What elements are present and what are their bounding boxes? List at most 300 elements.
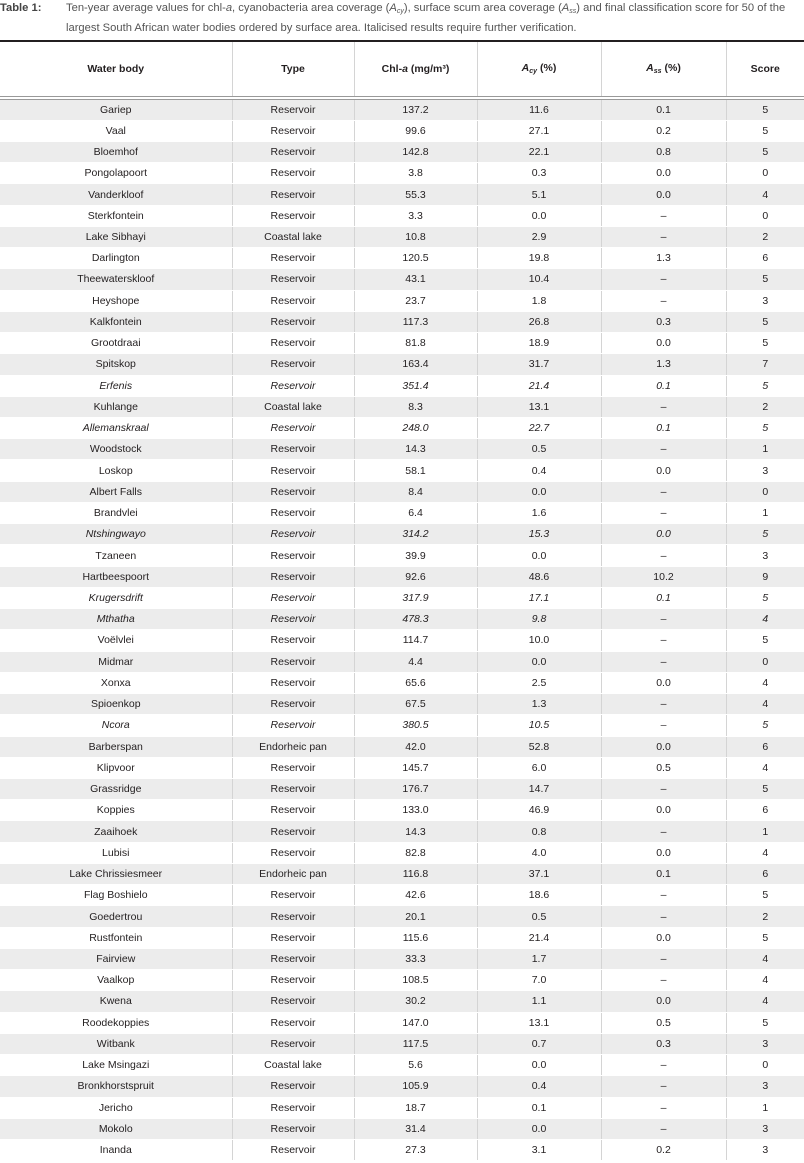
cell-score: 5 xyxy=(726,99,804,120)
cell-chl-a: 147.0 xyxy=(354,1012,477,1033)
cell-chl-a: 116.8 xyxy=(354,863,477,884)
cell-type: Reservoir xyxy=(232,821,354,842)
table-row xyxy=(0,885,804,906)
header-score: Score xyxy=(726,41,804,96)
table-row xyxy=(0,587,804,608)
cell-acy: 0.0 xyxy=(477,545,601,566)
cell-score: 5 xyxy=(726,587,804,608)
cell-type: Reservoir xyxy=(232,970,354,991)
cell-acy: 1.1 xyxy=(477,991,601,1012)
cell-score: 5 xyxy=(726,141,804,162)
cell-acy: 0.0 xyxy=(477,205,601,226)
cell-chl-a: 6.4 xyxy=(354,502,477,523)
cell-water-body: Pongolapoort xyxy=(0,163,232,184)
cell-water-body: Lubisi xyxy=(0,842,232,863)
table-row xyxy=(0,354,804,375)
cell-type: Reservoir xyxy=(232,1118,354,1139)
cell-water-body: Vanderkloof xyxy=(0,184,232,205)
table-row xyxy=(0,545,804,566)
cell-acy: 2.9 xyxy=(477,226,601,247)
table-row xyxy=(0,800,804,821)
table-row xyxy=(0,1012,804,1033)
cell-water-body: Zaaihoek xyxy=(0,821,232,842)
cell-water-body: Kwena xyxy=(0,991,232,1012)
cell-type: Reservoir xyxy=(232,991,354,1012)
cell-acy: 13.1 xyxy=(477,1012,601,1033)
cell-acy: 22.7 xyxy=(477,418,601,439)
table-row xyxy=(0,120,804,141)
cell-acy: 15.3 xyxy=(477,524,601,545)
cell-acy: 10.0 xyxy=(477,630,601,651)
cell-type: Reservoir xyxy=(232,545,354,566)
cell-water-body: Grootdraai xyxy=(0,333,232,354)
cell-water-body: Woodstock xyxy=(0,439,232,460)
cell-ass: 0.0 xyxy=(601,184,726,205)
table-row xyxy=(0,630,804,651)
cell-acy: 21.4 xyxy=(477,927,601,948)
cell-water-body: Hartbeespoort xyxy=(0,566,232,587)
table-row xyxy=(0,609,804,630)
cell-score: 1 xyxy=(726,821,804,842)
table-row xyxy=(0,970,804,991)
cell-chl-a: 117.5 xyxy=(354,1033,477,1054)
cell-score: 1 xyxy=(726,502,804,523)
cell-ass: 0.1 xyxy=(601,99,726,120)
cell-chl-a: 145.7 xyxy=(354,757,477,778)
table-row xyxy=(0,736,804,757)
table-row xyxy=(0,694,804,715)
cell-water-body: Heyshope xyxy=(0,290,232,311)
table-row xyxy=(0,779,804,800)
cell-score: 4 xyxy=(726,694,804,715)
header-type: Type xyxy=(232,41,354,96)
table-row xyxy=(0,715,804,736)
cell-water-body: Fairview xyxy=(0,948,232,969)
table-row xyxy=(0,333,804,354)
cell-ass: 0.1 xyxy=(601,587,726,608)
cell-score: 3 xyxy=(726,1033,804,1054)
cell-acy: 26.8 xyxy=(477,311,601,332)
cell-ass: 0.0 xyxy=(601,333,726,354)
cell-type: Reservoir xyxy=(232,609,354,630)
table-row xyxy=(0,460,804,481)
cell-ass: – xyxy=(601,970,726,991)
cell-ass: 0.8 xyxy=(601,141,726,162)
cell-ass: – xyxy=(601,502,726,523)
cell-score: 1 xyxy=(726,1097,804,1118)
cell-type: Reservoir xyxy=(232,757,354,778)
cell-chl-a: 3.3 xyxy=(354,205,477,226)
cell-acy: 14.7 xyxy=(477,779,601,800)
table-row xyxy=(0,948,804,969)
cell-ass: – xyxy=(601,694,726,715)
cell-ass: – xyxy=(601,226,726,247)
cell-type: Reservoir xyxy=(232,141,354,162)
table-body xyxy=(0,96,804,1161)
cell-type: Reservoir xyxy=(232,1076,354,1097)
cell-ass: – xyxy=(601,290,726,311)
cell-water-body: Kalkfontein xyxy=(0,311,232,332)
cell-water-body: Roodekoppies xyxy=(0,1012,232,1033)
cell-chl-a: 117.3 xyxy=(354,311,477,332)
header-chl-a-part: a xyxy=(402,62,408,75)
cell-chl-a: 105.9 xyxy=(354,1076,477,1097)
cell-ass: – xyxy=(601,630,726,651)
cell-type: Reservoir xyxy=(232,1012,354,1033)
cell-acy: 0.0 xyxy=(477,651,601,672)
cell-acy: 0.0 xyxy=(477,1055,601,1076)
cell-score: 0 xyxy=(726,1055,804,1076)
cell-chl-a: 114.7 xyxy=(354,630,477,651)
cell-score: 3 xyxy=(726,1118,804,1139)
caption-text-subscript: cy xyxy=(396,8,404,15)
cell-water-body: Flag Boshielo xyxy=(0,885,232,906)
cell-type: Reservoir xyxy=(232,906,354,927)
cell-acy: 0.5 xyxy=(477,439,601,460)
cell-ass: – xyxy=(601,396,726,417)
table-row xyxy=(0,927,804,948)
water-body-table xyxy=(0,40,804,1161)
table-row xyxy=(0,1139,804,1160)
cell-water-body: Klipvoor xyxy=(0,757,232,778)
cell-ass: – xyxy=(601,1076,726,1097)
cell-score: 3 xyxy=(726,460,804,481)
cell-acy: 22.1 xyxy=(477,141,601,162)
cell-type: Reservoir xyxy=(232,439,354,460)
header-water-body: Water body xyxy=(0,41,232,96)
cell-ass: 0.1 xyxy=(601,375,726,396)
cell-water-body: Xonxa xyxy=(0,672,232,693)
cell-chl-a: 317.9 xyxy=(354,587,477,608)
cell-score: 3 xyxy=(726,1139,804,1160)
cell-water-body: Gariep xyxy=(0,99,232,120)
cell-type: Reservoir xyxy=(232,694,354,715)
cell-acy: 52.8 xyxy=(477,736,601,757)
cell-acy: 31.7 xyxy=(477,354,601,375)
cell-score: 5 xyxy=(726,418,804,439)
header-ass-subscript: ss xyxy=(653,68,662,76)
table-row xyxy=(0,1055,804,1076)
cell-acy: 13.1 xyxy=(477,396,601,417)
cell-chl-a: 248.0 xyxy=(354,418,477,439)
cell-type: Reservoir xyxy=(232,1033,354,1054)
cell-ass: – xyxy=(601,609,726,630)
cell-acy: 0.5 xyxy=(477,906,601,927)
cell-chl-a: 65.6 xyxy=(354,672,477,693)
cell-water-body: Albert Falls xyxy=(0,481,232,502)
cell-acy: 10.4 xyxy=(477,269,601,290)
table-row xyxy=(0,672,804,693)
cell-acy: 0.0 xyxy=(477,481,601,502)
cell-chl-a: 351.4 xyxy=(354,375,477,396)
cell-acy: 17.1 xyxy=(477,587,601,608)
table-row xyxy=(0,1033,804,1054)
cell-type: Reservoir xyxy=(232,354,354,375)
cell-ass: 10.2 xyxy=(601,566,726,587)
cell-acy: 1.6 xyxy=(477,502,601,523)
cell-chl-a: 8.3 xyxy=(354,396,477,417)
table-row xyxy=(0,226,804,247)
cell-chl-a: 99.6 xyxy=(354,120,477,141)
table-row xyxy=(0,651,804,672)
cell-chl-a: 27.3 xyxy=(354,1139,477,1160)
cell-ass: – xyxy=(601,885,726,906)
cell-chl-a: 478.3 xyxy=(354,609,477,630)
cell-acy: 6.0 xyxy=(477,757,601,778)
cell-type: Reservoir xyxy=(232,779,354,800)
table-row xyxy=(0,991,804,1012)
cell-acy: 0.1 xyxy=(477,1097,601,1118)
cell-chl-a: 3.8 xyxy=(354,163,477,184)
cell-type: Reservoir xyxy=(232,481,354,502)
cell-score: 5 xyxy=(726,715,804,736)
table-row xyxy=(0,418,804,439)
cell-type: Coastal lake xyxy=(232,396,354,417)
cell-ass: 0.0 xyxy=(601,672,726,693)
table-header xyxy=(0,41,804,96)
caption-text-part: , cyanobacteria area coverage ( xyxy=(232,2,390,14)
cell-water-body: Midmar xyxy=(0,651,232,672)
cell-score: 2 xyxy=(726,906,804,927)
cell-type: Endorheic pan xyxy=(232,863,354,884)
cell-chl-a: 30.2 xyxy=(354,991,477,1012)
cell-chl-a: 42.6 xyxy=(354,885,477,906)
cell-score: 2 xyxy=(726,226,804,247)
cell-acy: 19.8 xyxy=(477,248,601,269)
cell-score: 5 xyxy=(726,333,804,354)
cell-ass: 1.3 xyxy=(601,248,726,269)
cell-score: 5 xyxy=(726,1012,804,1033)
cell-acy: 0.7 xyxy=(477,1033,601,1054)
cell-ass: 0.0 xyxy=(601,991,726,1012)
cell-ass: 0.0 xyxy=(601,927,726,948)
cell-ass: – xyxy=(601,481,726,502)
table-row xyxy=(0,439,804,460)
caption-text xyxy=(66,0,804,36)
table-row xyxy=(0,184,804,205)
cell-acy: 7.0 xyxy=(477,970,601,991)
cell-ass: – xyxy=(601,545,726,566)
cell-chl-a: 380.5 xyxy=(354,715,477,736)
cell-score: 5 xyxy=(726,885,804,906)
cell-chl-a: 39.9 xyxy=(354,545,477,566)
cell-type: Reservoir xyxy=(232,333,354,354)
cell-chl-a: 42.0 xyxy=(354,736,477,757)
header-acy-part: (%) xyxy=(537,62,557,75)
cell-chl-a: 14.3 xyxy=(354,439,477,460)
table-row xyxy=(0,1076,804,1097)
cell-acy: 21.4 xyxy=(477,375,601,396)
cell-score: 6 xyxy=(726,800,804,821)
table-row xyxy=(0,1097,804,1118)
table-row xyxy=(0,906,804,927)
cell-chl-a: 81.8 xyxy=(354,333,477,354)
cell-score: 4 xyxy=(726,842,804,863)
cell-chl-a: 31.4 xyxy=(354,1118,477,1139)
cell-ass: – xyxy=(601,651,726,672)
cell-acy: 18.6 xyxy=(477,885,601,906)
cell-water-body: Spioenkop xyxy=(0,694,232,715)
cell-score: 1 xyxy=(726,439,804,460)
cell-ass: 0.1 xyxy=(601,418,726,439)
cell-ass: 0.1 xyxy=(601,863,726,884)
cell-ass: 0.0 xyxy=(601,842,726,863)
table-row xyxy=(0,863,804,884)
cell-type: Reservoir xyxy=(232,290,354,311)
cell-score: 6 xyxy=(726,736,804,757)
cell-ass: 0.5 xyxy=(601,757,726,778)
cell-water-body: Witbank xyxy=(0,1033,232,1054)
cell-type: Reservoir xyxy=(232,375,354,396)
cell-chl-a: 176.7 xyxy=(354,779,477,800)
cell-chl-a: 92.6 xyxy=(354,566,477,587)
cell-water-body: Mokolo xyxy=(0,1118,232,1139)
cell-chl-a: 314.2 xyxy=(354,524,477,545)
cell-score: 5 xyxy=(726,311,804,332)
cell-score: 4 xyxy=(726,970,804,991)
table-row xyxy=(0,396,804,417)
cell-water-body: Tzaneen xyxy=(0,545,232,566)
cell-acy: 9.8 xyxy=(477,609,601,630)
header-chl-a-part: (mg/m³) xyxy=(407,62,450,75)
cell-score: 5 xyxy=(726,375,804,396)
table-row xyxy=(0,163,804,184)
cell-type: Reservoir xyxy=(232,715,354,736)
cell-type: Reservoir xyxy=(232,1097,354,1118)
cell-acy: 1.3 xyxy=(477,694,601,715)
cell-acy: 0.0 xyxy=(477,1118,601,1139)
cell-water-body: Erfenis xyxy=(0,375,232,396)
cell-ass: – xyxy=(601,906,726,927)
cell-chl-a: 33.3 xyxy=(354,948,477,969)
table-row xyxy=(0,821,804,842)
cell-chl-a: 163.4 xyxy=(354,354,477,375)
cell-ass: – xyxy=(601,439,726,460)
cell-ass: – xyxy=(601,948,726,969)
cell-water-body: Bloemhof xyxy=(0,141,232,162)
table-row xyxy=(0,99,804,120)
table-row xyxy=(0,566,804,587)
cell-ass: 0.2 xyxy=(601,1139,726,1160)
cell-ass: – xyxy=(601,205,726,226)
cell-chl-a: 108.5 xyxy=(354,970,477,991)
cell-score: 3 xyxy=(726,545,804,566)
table-row xyxy=(0,290,804,311)
cell-type: Reservoir xyxy=(232,842,354,863)
cell-chl-a: 23.7 xyxy=(354,290,477,311)
cell-score: 3 xyxy=(726,290,804,311)
cell-ass: – xyxy=(601,1097,726,1118)
cell-acy: 37.1 xyxy=(477,863,601,884)
cell-score: 4 xyxy=(726,609,804,630)
cell-chl-a: 18.7 xyxy=(354,1097,477,1118)
table-row xyxy=(0,842,804,863)
cell-chl-a: 20.1 xyxy=(354,906,477,927)
cell-ass: – xyxy=(601,779,726,800)
cell-type: Reservoir xyxy=(232,948,354,969)
table-row xyxy=(0,502,804,523)
cell-type: Reservoir xyxy=(232,1139,354,1160)
cell-type: Reservoir xyxy=(232,205,354,226)
cell-type: Reservoir xyxy=(232,311,354,332)
caption-text-part: Ten-year average values for chl- xyxy=(66,2,226,14)
cell-score: 6 xyxy=(726,248,804,269)
cell-score: 5 xyxy=(726,927,804,948)
cell-acy: 11.6 xyxy=(477,99,601,120)
cell-score: 0 xyxy=(726,163,804,184)
caption-text-part: A xyxy=(389,2,397,14)
cell-water-body: Ntshingwayo xyxy=(0,524,232,545)
caption-text-part: a xyxy=(225,2,233,14)
cell-chl-a: 137.2 xyxy=(354,99,477,120)
cell-water-body: Rustfontein xyxy=(0,927,232,948)
cell-type: Reservoir xyxy=(232,885,354,906)
cell-chl-a: 133.0 xyxy=(354,800,477,821)
header-acy-part: A xyxy=(521,62,530,75)
cell-acy: 10.5 xyxy=(477,715,601,736)
cell-acy: 46.9 xyxy=(477,800,601,821)
cell-score: 3 xyxy=(726,1076,804,1097)
cell-ass: – xyxy=(601,1055,726,1076)
cell-water-body: Allemanskraal xyxy=(0,418,232,439)
cell-water-body: Sterkfontein xyxy=(0,205,232,226)
cell-score: 5 xyxy=(726,120,804,141)
cell-type: Coastal lake xyxy=(232,1055,354,1076)
cell-type: Reservoir xyxy=(232,99,354,120)
cell-chl-a: 8.4 xyxy=(354,481,477,502)
cell-type: Reservoir xyxy=(232,248,354,269)
cell-type: Reservoir xyxy=(232,418,354,439)
cell-acy: 3.1 xyxy=(477,1139,601,1160)
cell-score: 4 xyxy=(726,991,804,1012)
cell-type: Reservoir xyxy=(232,630,354,651)
cell-acy: 48.6 xyxy=(477,566,601,587)
cell-ass: – xyxy=(601,715,726,736)
cell-water-body: Darlington xyxy=(0,248,232,269)
caption-text-part: ) and final classification score for 50 of the largest South African water bodies ordered by surface area. Italicised results require further verification. xyxy=(66,2,786,34)
header-chl-a xyxy=(354,41,477,96)
table-row xyxy=(0,524,804,545)
cell-ass: 0.0 xyxy=(601,736,726,757)
cell-acy: 1.8 xyxy=(477,290,601,311)
cell-acy: 2.5 xyxy=(477,672,601,693)
table-row xyxy=(0,248,804,269)
cell-score: 4 xyxy=(726,757,804,778)
cell-chl-a: 55.3 xyxy=(354,184,477,205)
cell-ass: – xyxy=(601,821,726,842)
cell-chl-a: 14.3 xyxy=(354,821,477,842)
cell-acy: 5.1 xyxy=(477,184,601,205)
cell-type: Reservoir xyxy=(232,651,354,672)
cell-ass: 1.3 xyxy=(601,354,726,375)
header-ass xyxy=(601,41,726,96)
table-row xyxy=(0,757,804,778)
cell-score: 0 xyxy=(726,205,804,226)
cell-score: 4 xyxy=(726,948,804,969)
cell-water-body: Barberspan xyxy=(0,736,232,757)
caption-text-part: ), surface scum area coverage ( xyxy=(403,2,562,14)
cell-type: Reservoir xyxy=(232,120,354,141)
cell-acy: 0.4 xyxy=(477,460,601,481)
cell-water-body: Koppies xyxy=(0,800,232,821)
cell-water-body: Bronkhorstspruit xyxy=(0,1076,232,1097)
cell-type: Reservoir xyxy=(232,184,354,205)
cell-score: 6 xyxy=(726,863,804,884)
table-row xyxy=(0,311,804,332)
cell-score: 4 xyxy=(726,672,804,693)
cell-ass: 0.0 xyxy=(601,460,726,481)
cell-chl-a: 43.1 xyxy=(354,269,477,290)
